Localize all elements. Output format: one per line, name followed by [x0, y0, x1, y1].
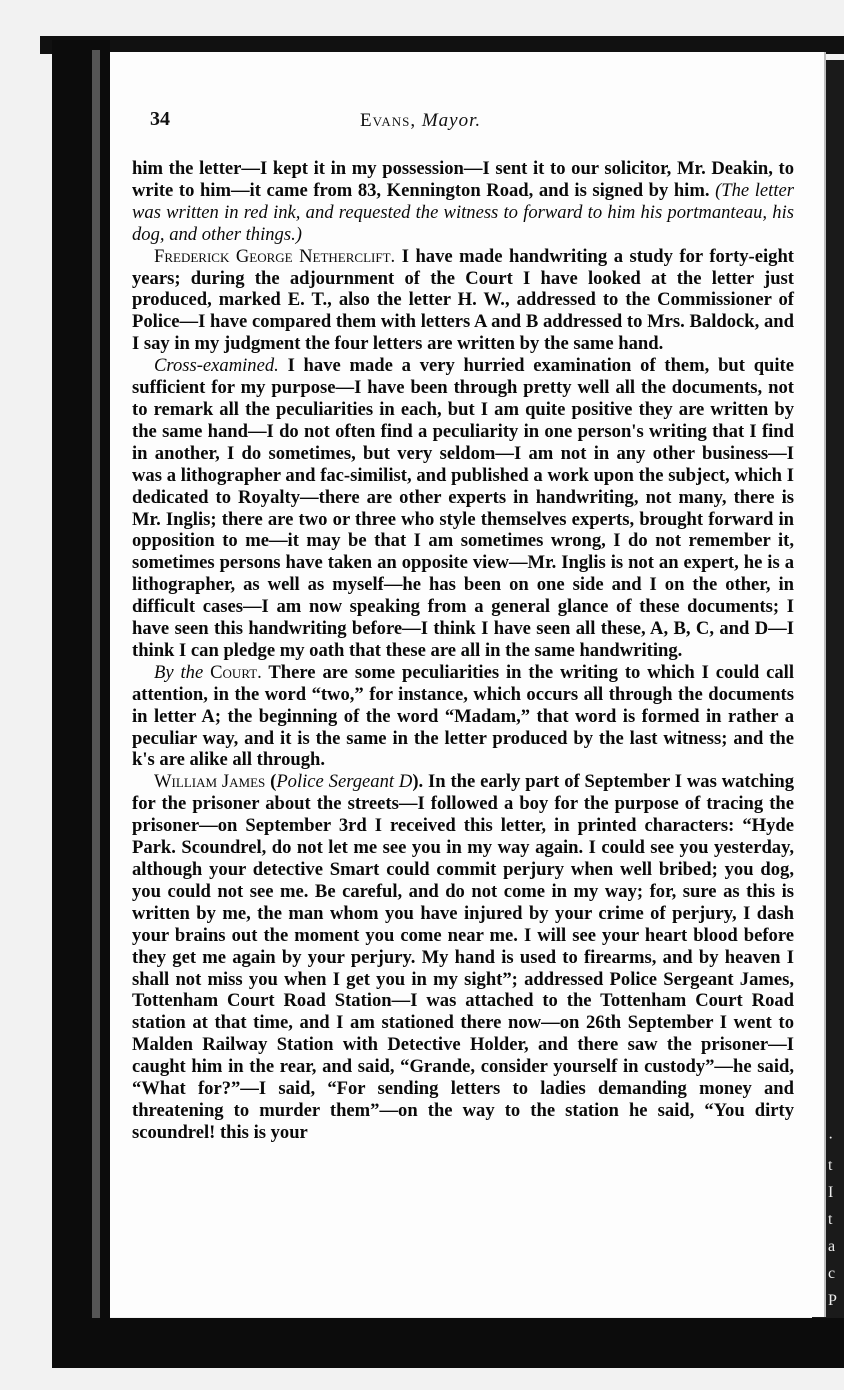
- text-run: Cross-examined.: [154, 355, 279, 377]
- next-page-fragment: P: [828, 1292, 837, 1309]
- text-run: There are some peculiarities in the writing to which I could call attention, in the word “two,” for instance, which occurs all through the documents in letter A; the beginning of the word “Madam,” that word is formed in rather a peculiar way, and it is the same in the letter produced by the last witness; and the k's are alike all through.: [132, 661, 794, 771]
- text-run: I have made handwriting a study for forty-eight years; during the adjournment of the Court I have looked at the letter just produced, marked E. T., also the letter H. W., addressed to the Commissioner of Police—I have compared them with letters A and B addressed to Mrs. Baldock, and I say in my judgment the four letters are written by the same hand.: [132, 245, 794, 355]
- text-run: (: [265, 771, 277, 793]
- paragraph-p1: [132, 158, 794, 246]
- next-page-fragments: [828, 1125, 844, 1309]
- paragraph-p2: [132, 246, 794, 356]
- text-run: William James: [154, 771, 266, 793]
- paragraph-p5: [132, 771, 794, 1143]
- text-run: I have made a very hurried examination of them, but quite sufficient for my purpose—I have been through pretty well all the documents, not to remark all the peculiarities in each, but I am quite positive they are written by the same hand—I do not often find a peculiarity in one person's writing that I find in another, I do sometimes, but very seldom—I am not in any other business—I was a lithographer and fac-similist, and published a work upon the subject, which I dedicated to Royalty—there are other experts in handwriting, not many, there is Mr. Inglis; there are two or three who style themselves experts, brought forward in opposition to me—it may be that I am sometimes wrong, I do not remember it, sometimes persons have taken an opposite view—Mr. Inglis is not an expert, he is a lithographer, as well as myself—he has been on one side and I on the other, in difficult cases—I am now speaking from a general glance of these documents; I have seen this handwriting before—I think I have seen all these, A, B, C, and D—I think I can pledge my oath that these are all in the same handwriting.: [132, 355, 794, 661]
- next-page-fragment: I: [828, 1184, 834, 1201]
- text-run: Police Sergeant D: [276, 771, 413, 793]
- text-run: ). In the early part of September I was watching for the prisoner about the streets—I followed a boy for the purpose of tracing the prisoner—on September 3rd I received this letter, in printed characters: “Hyde Park. Scoundrel, do not let me see you in my way again. I could see you yesterday, although your detective Smart could commit perjury when well bribed; you dog, you could not see me. Be careful, and do not come in my way; for, sure as this is written by me, the man whom you have injured by your crime of perjury, I dash your brains out the moment you come near me. I will see your heart blood before they get me again by your perjury. My hand is used to firearms, and by heaven I shall not miss you when I get you in my sight”; addressed Police Sergeant James, Tottenham Court Road Station—I was attached to the Tottenham Court Road station at that time, and I am stationed there now—on 26th September I went to Malden Railway Station with Detective Holder, and there saw the prisoner—I caught him in the rear, and said, “Grande, consider yourself in custody”—he said, “What for?”—I said, “For sending letters to ladies demanding money and threatening to murder them”—on the way to the station he said, “You dirty scoundrel! this is your: [132, 771, 795, 1143]
- text-run: Court.: [210, 661, 262, 683]
- running-head: [150, 108, 790, 134]
- paragraph-p4: [132, 662, 794, 772]
- text-run: him the letter—I kept it in my possession—I sent it to our solicitor, Mr. Deakin, to write to him—it came from 83, Kennington Road, and is signed by him.: [132, 158, 794, 201]
- body-text: [132, 158, 794, 1144]
- text-run: By the: [154, 661, 211, 683]
- next-page-fragment: ·: [828, 1130, 834, 1147]
- next-page-fragment: c: [828, 1265, 836, 1282]
- head-role: Mayor.: [421, 110, 482, 131]
- paragraph-p3: [132, 355, 794, 662]
- page-number: 34: [150, 108, 170, 130]
- book-binding-bottom: [52, 1318, 844, 1368]
- next-page-fragment: a: [828, 1238, 836, 1255]
- next-page-fragment: t: [828, 1157, 833, 1174]
- next-page-fragment: t: [828, 1211, 833, 1228]
- text-run: (The letter was written in red ink, and requested the witness to forward to him his portmanteau, his dog, and other things.): [132, 179, 794, 245]
- book-binding-left: [52, 40, 110, 1340]
- running-head-title: [360, 110, 481, 132]
- book-binding-edge: [92, 50, 100, 1320]
- book-page: [110, 52, 826, 1317]
- head-name: Evans,: [360, 110, 417, 131]
- text-run: Frederick George Netherclift.: [154, 245, 396, 267]
